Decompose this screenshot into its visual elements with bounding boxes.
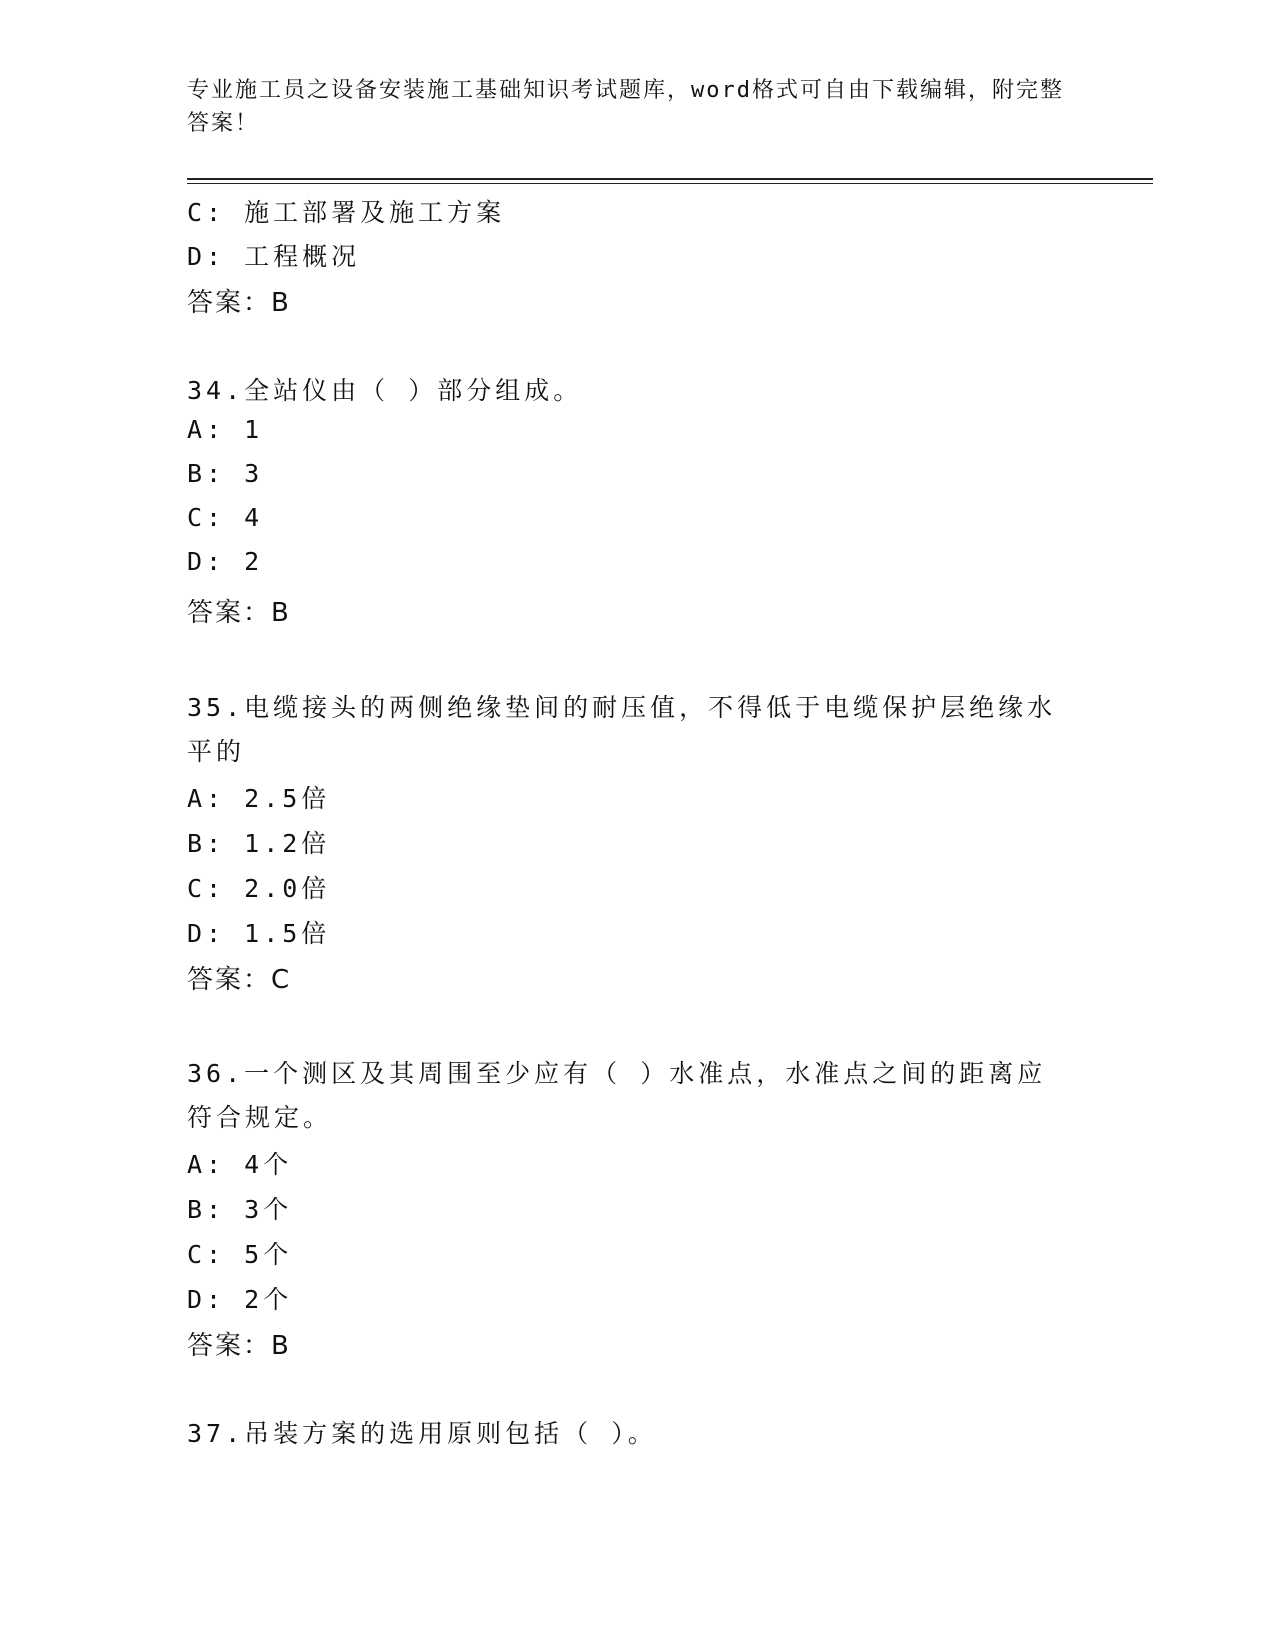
option-c: C: 2.0倍 (187, 874, 331, 903)
answer: 答案：C (187, 965, 292, 995)
question-stem: 37.吊装方案的选用原则包括（ ）。 (187, 1419, 657, 1448)
answer: 答案：B (187, 1331, 291, 1361)
document-header: 专业施工员之设备安装施工基础知识考试题库，word格式可自由下载编辑，附完整答案！ (187, 78, 1064, 136)
option-d: D: 1.5倍 (187, 919, 331, 948)
question-stem: 35.电缆接头的两侧绝缘垫间的耐压值，不得低于电缆保护层绝缘水平的 (187, 693, 1057, 766)
option-c: C: 施工部署及施工方案 (187, 198, 506, 227)
option-d: D: 2 (187, 547, 264, 576)
option-b: B: 1.2倍 (187, 829, 331, 858)
option-a: A: 1 (187, 415, 264, 444)
option-a: A: 2.5倍 (187, 784, 331, 813)
question-stem: 36.一个测区及其周围至少应有（ ）水准点，水准点之间的距离应符合规定。 (187, 1059, 1047, 1132)
option-b: B: 3个 (187, 1195, 293, 1224)
question-stem: 34.全站仪由（ ）部分组成。 (187, 376, 583, 405)
option-d: D: 2个 (187, 1285, 293, 1314)
header-divider-thin (187, 183, 1153, 184)
answer: 答案：B (187, 598, 291, 628)
option-c: C: 5个 (187, 1240, 293, 1269)
header-divider-thick (187, 178, 1153, 180)
answer: 答案：B (187, 288, 291, 318)
option-c: C: 4 (187, 503, 264, 532)
option-d: D: 工程概况 (187, 242, 361, 271)
option-a: A: 4个 (187, 1150, 293, 1179)
option-b: B: 3 (187, 459, 264, 488)
